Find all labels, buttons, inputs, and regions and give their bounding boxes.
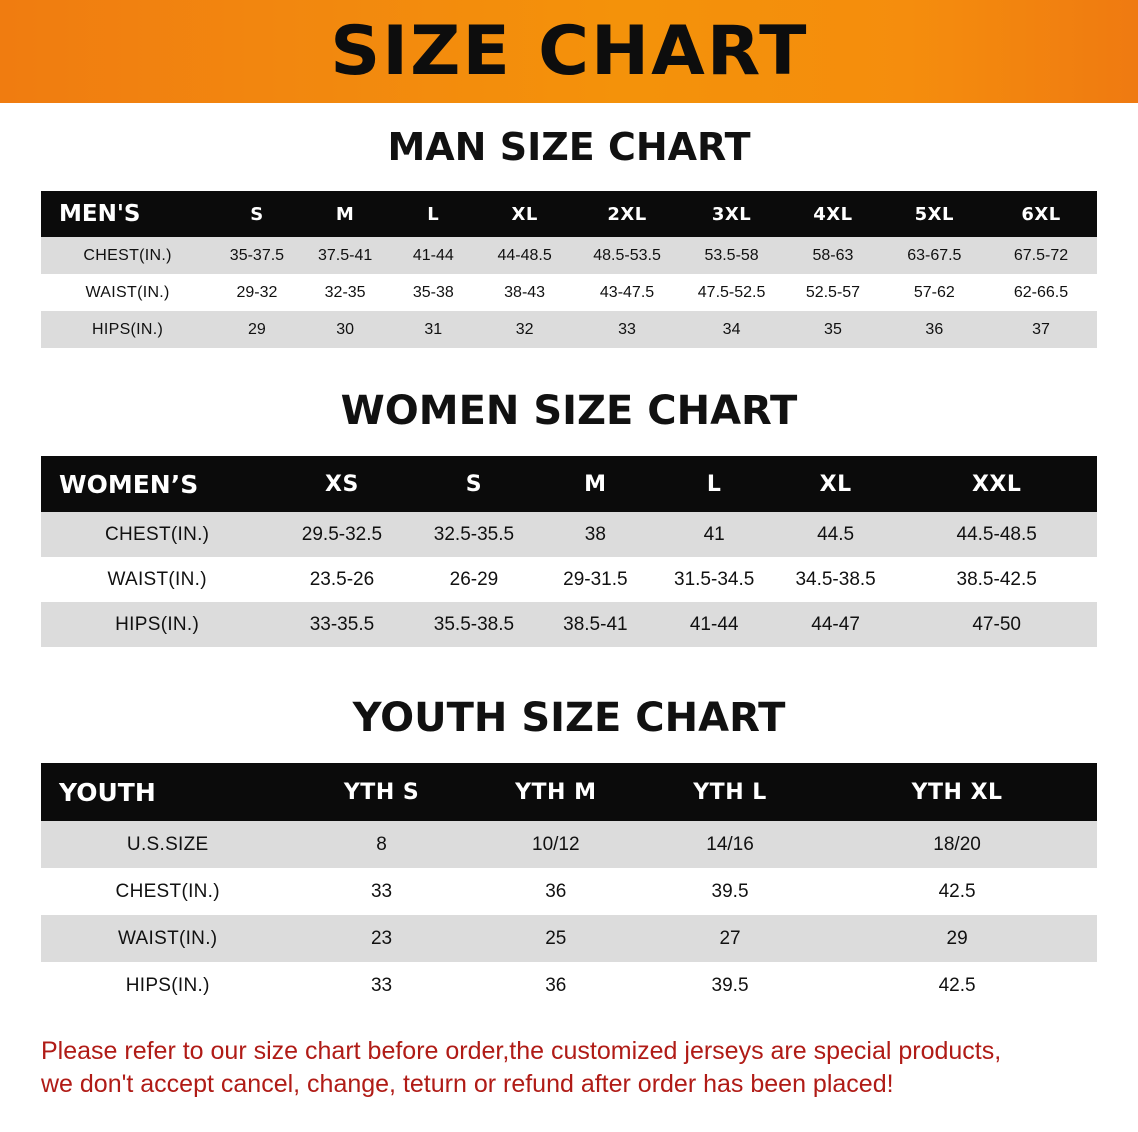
women-size-header: M — [584, 471, 607, 497]
youth-cell: 23 — [370, 927, 393, 949]
women-cell: 41 — [703, 523, 725, 545]
youth-header-row — [41, 763, 1097, 821]
man-row-label: WAIST(IN.) — [85, 283, 170, 301]
man-cell: 41-44 — [412, 246, 454, 264]
man-cell: 35-37.5 — [229, 246, 285, 264]
youth-size-header: YTH S — [343, 779, 420, 805]
man-cell: 57-62 — [913, 283, 955, 301]
man-size-header: XL — [511, 203, 538, 225]
women-size-header: XL — [819, 471, 852, 497]
youth-size-header: YTH M — [515, 779, 597, 805]
women-size-header: XS — [325, 471, 359, 497]
man-size-table-wrapper — [41, 191, 1097, 348]
youth-cell: 33 — [370, 974, 393, 996]
youth-cell: 25 — [545, 927, 567, 949]
man-cell: 34 — [722, 320, 741, 338]
women-cell: 29-31.5 — [563, 568, 628, 590]
man-cell: 37.5-41 — [317, 246, 373, 264]
women-size-table — [41, 456, 1097, 647]
man-size-header: 3XL — [711, 203, 752, 225]
youth-size-header: YTH XL — [911, 779, 1003, 805]
youth-cell: 42.5 — [938, 880, 976, 902]
women-cell: 44.5 — [817, 523, 855, 545]
man-size-table — [41, 191, 1097, 348]
policy-note-line-1: Please refer to our size chart before order,the customized jerseys are special products, — [41, 1037, 1002, 1065]
man-cell: 31 — [424, 320, 443, 338]
youth-cell: 39.5 — [711, 974, 749, 996]
women-cell: 23.5-26 — [309, 568, 375, 590]
women-cell: 31.5-34.5 — [674, 568, 755, 590]
table-row — [41, 602, 1097, 647]
man-cell: 33 — [618, 320, 636, 338]
man-cell: 36 — [925, 320, 944, 338]
page-banner — [0, 0, 1138, 103]
women-cell: 32.5-35.5 — [433, 523, 515, 545]
women-cell: 33-35.5 — [309, 613, 375, 635]
man-row-label: HIPS(IN.) — [92, 320, 164, 338]
man-cell: 35-38 — [412, 283, 454, 301]
youth-size-header: YTH L — [693, 779, 767, 805]
youth-row-label: WAIST(IN.) — [118, 927, 218, 949]
man-cell: 43-47.5 — [599, 283, 655, 301]
man-cell: 62-66.5 — [1013, 283, 1069, 301]
man-cell: 37 — [1032, 320, 1050, 338]
women-size-header: S — [465, 471, 483, 497]
women-cell: 41-44 — [689, 613, 739, 635]
women-cell: 44.5-48.5 — [956, 523, 1037, 545]
youth-cell: 39.5 — [711, 880, 749, 902]
man-cell: 35 — [824, 320, 842, 338]
women-corner-label: WOMEN’S — [59, 469, 199, 499]
policy-note — [41, 1035, 1097, 1101]
youth-cell: 10/12 — [532, 833, 580, 855]
table-row — [41, 311, 1097, 348]
women-section-heading: WOMEN SIZE CHART — [340, 388, 798, 434]
women-size-table-wrapper — [41, 456, 1097, 647]
man-size-header: M — [335, 203, 355, 225]
table-row — [41, 962, 1097, 1009]
youth-cell: 33 — [370, 880, 393, 902]
man-cell: 32 — [515, 320, 534, 338]
man-cell: 44-48.5 — [497, 246, 552, 264]
women-cell: 38.5-41 — [563, 613, 628, 635]
youth-cell: 27 — [719, 927, 741, 949]
youth-row-label: CHEST(IN.) — [115, 880, 220, 902]
man-cell: 38-43 — [504, 283, 546, 301]
women-cell: 38 — [584, 523, 606, 545]
man-corner-label: MEN'S — [59, 201, 141, 227]
man-cell: 29 — [248, 320, 266, 338]
women-row-label: HIPS(IN.) — [115, 613, 200, 635]
man-size-header: 4XL — [813, 203, 853, 225]
youth-cell: 14/16 — [706, 833, 754, 855]
policy-note-line-2: we don't accept cancel, change, teturn or refund after order has been placed! — [41, 1070, 894, 1098]
youth-cell: 36 — [545, 880, 567, 902]
man-cell: 47.5-52.5 — [697, 283, 766, 301]
man-cell: 52.5-57 — [805, 283, 861, 301]
man-cell: 29-32 — [236, 283, 278, 301]
table-row — [41, 915, 1097, 962]
women-row-label: WAIST(IN.) — [107, 568, 207, 590]
man-cell: 67.5-72 — [1013, 246, 1069, 264]
youth-corner-label: YOUTH — [59, 777, 156, 807]
youth-size-table — [41, 763, 1097, 1009]
man-cell: 53.5-58 — [704, 246, 759, 264]
women-cell: 35.5-38.5 — [433, 613, 515, 635]
man-cell: 30 — [336, 320, 354, 338]
table-row — [41, 821, 1097, 868]
youth-cell: 8 — [376, 833, 387, 855]
women-cell: 44-47 — [811, 613, 860, 635]
man-row-label: CHEST(IN.) — [83, 246, 172, 264]
youth-size-table-wrapper — [41, 763, 1097, 1009]
youth-section-heading: YOUTH SIZE CHART — [352, 695, 786, 741]
table-row — [41, 237, 1097, 274]
youth-cell: 42.5 — [938, 974, 976, 996]
women-cell: 38.5-42.5 — [956, 568, 1037, 590]
man-section-heading: MAN SIZE CHART — [387, 125, 751, 169]
man-size-header: S — [250, 203, 264, 225]
women-header-row — [41, 456, 1097, 512]
women-cell: 34.5-38.5 — [795, 568, 876, 590]
man-size-header: 5XL — [914, 203, 955, 225]
youth-cell: 29 — [946, 927, 968, 949]
women-cell: 26-29 — [449, 568, 499, 590]
man-size-header: L — [427, 203, 440, 225]
youth-row-label: HIPS(IN.) — [125, 974, 210, 996]
table-row — [41, 274, 1097, 311]
page-title: SIZE CHART — [329, 11, 809, 91]
man-cell: 32-35 — [324, 283, 366, 301]
man-size-header: 2XL — [607, 203, 647, 225]
women-row-label: CHEST(IN.) — [104, 523, 210, 545]
man-size-header: 6XL — [1021, 203, 1061, 225]
table-row — [41, 512, 1097, 557]
youth-row-label: U.S.SIZE — [126, 833, 209, 855]
table-row — [41, 557, 1097, 602]
women-cell: 29.5-32.5 — [301, 523, 383, 545]
table-row — [41, 868, 1097, 915]
man-cell: 63-67.5 — [907, 246, 962, 264]
man-header-row — [41, 191, 1097, 237]
man-cell: 48.5-53.5 — [593, 246, 661, 264]
women-cell: 47-50 — [972, 613, 1021, 635]
women-size-header: L — [706, 471, 722, 497]
youth-cell: 18/20 — [933, 833, 981, 855]
man-cell: 58-63 — [812, 246, 854, 264]
youth-cell: 36 — [545, 974, 567, 996]
women-size-header: XXL — [971, 471, 1022, 497]
